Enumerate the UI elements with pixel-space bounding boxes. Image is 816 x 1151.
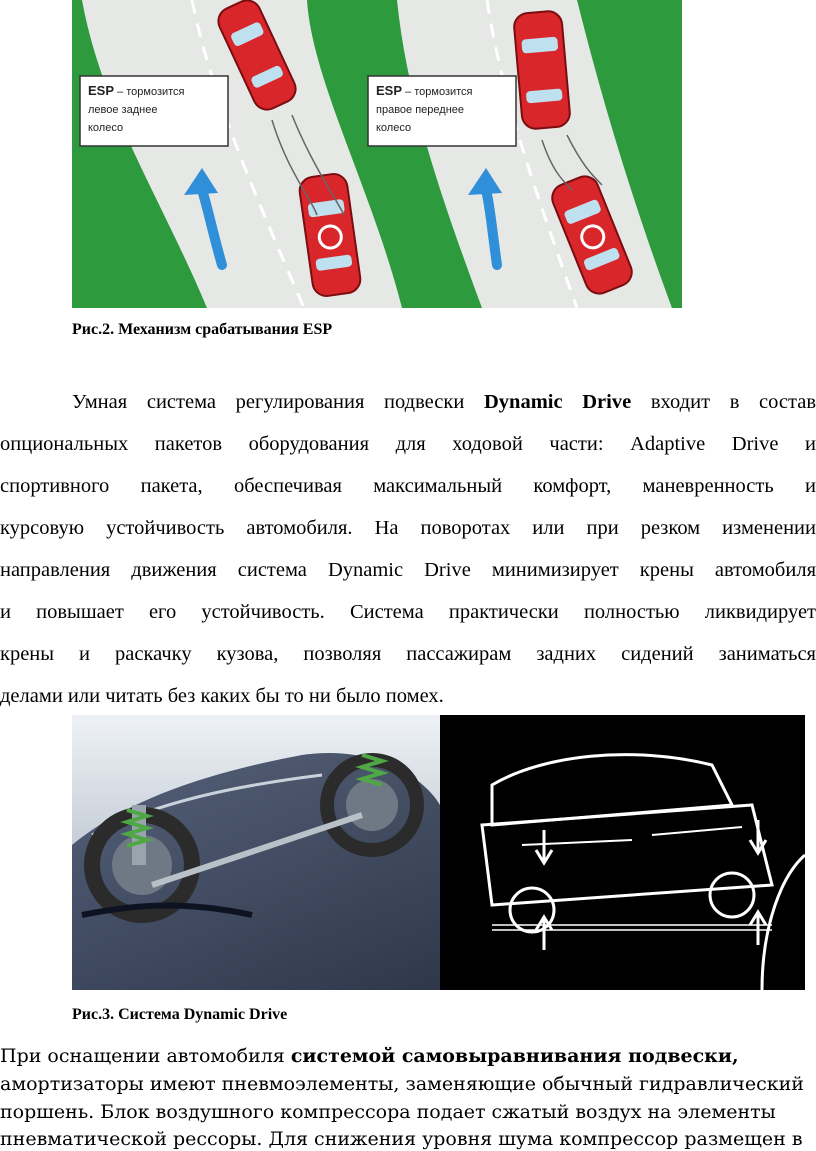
para1-line-6: и повышает его устойчивость. Система практически полностью ликвидирует — [0, 601, 816, 623]
figure-caption-esp: Рис.2. Механизм срабатывания ESP — [72, 321, 333, 338]
svg-text:колесо: колесо — [88, 122, 124, 134]
esp-figure — [72, 0, 682, 308]
para2-line-3: поршень. Блок воздушного компрессора подает сжатый воздух на элементы — [0, 1101, 776, 1123]
car-right-top — [513, 10, 571, 130]
para1-line-8: делами или читать без каких бы то ни было помех. — [0, 685, 444, 707]
svg-text:левое заднее: левое заднее — [88, 104, 158, 116]
svg-text:ESP – тормозится: ESP – тормозится — [376, 83, 473, 98]
para1-line-3: спортивного пакета, обеспечивая максимальный комфорт, маневренность и — [0, 475, 816, 497]
para1-line-1: Умная система регулирования подвески Dynamic Drive входит в состав — [72, 391, 816, 413]
para1-line-7: крены и раскачку кузова, позволяя пассажирам задних сидений заниматься — [0, 643, 816, 665]
cutaway-car-photo — [72, 715, 440, 990]
para2-line-1: При оснащении автомобиля системой самовыравнивания подвески, — [0, 1045, 739, 1067]
para2-line-2: амортизаторы имеют пневмоэлементы, заменяющие обычный гидравлический — [0, 1073, 804, 1095]
svg-text:ESP – тормозится: ESP – тормозится — [88, 83, 185, 98]
dynamic-drive-figure — [72, 715, 805, 990]
para1-line-5: направления движения система Dynamic Drive минимизирует крены автомобиля — [0, 559, 816, 581]
para1-line-4: курсовую устойчивость автомобиля. На поворотах или при резком изменении — [0, 517, 816, 539]
figure-caption-dynamic-drive: Рис.3. Система Dynamic Drive — [72, 1006, 288, 1023]
esp-label-left — [80, 76, 228, 146]
esp-label-right — [368, 76, 516, 146]
svg-text:колесо: колесо — [376, 122, 412, 134]
para1-line-2: опциональных пакетов оборудования для ходовой части: Adaptive Drive и — [0, 433, 816, 455]
para2-line-4: пневматической рессоры. Для снижения уровня шума компрессор размещен в — [0, 1128, 803, 1150]
car-roll-diagram — [440, 715, 805, 990]
svg-text:правое переднее: правое переднее — [376, 104, 464, 116]
